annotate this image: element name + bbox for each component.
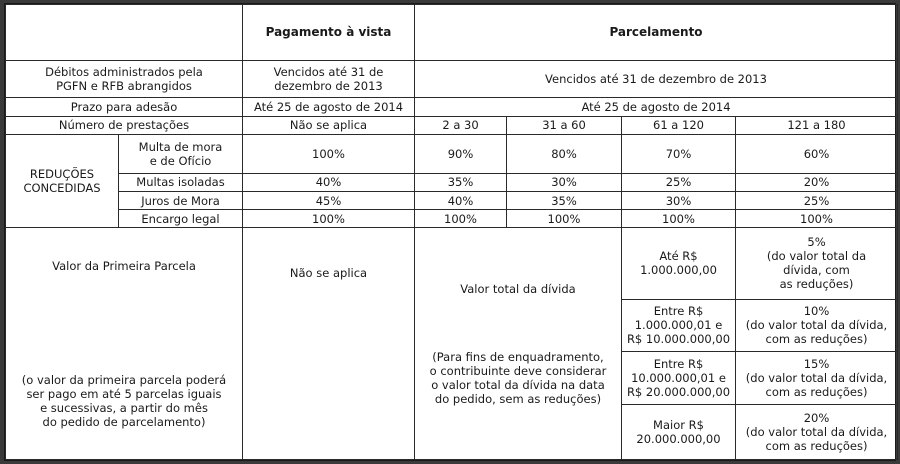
reducao-value: 25% bbox=[736, 191, 898, 209]
reducao-value: 25% bbox=[622, 173, 736, 191]
reducao-value: 35% bbox=[415, 173, 507, 191]
debitos-row bbox=[6, 60, 898, 98]
reducao-row bbox=[6, 210, 898, 228]
prestacoes-row bbox=[6, 116, 898, 134]
reducao-value: 30% bbox=[507, 173, 622, 191]
reducao-row bbox=[6, 173, 898, 191]
tier-range bbox=[622, 405, 736, 460]
tier-pct-line: 5% bbox=[807, 235, 826, 250]
debitos-label-line1: Débitos administrados pela bbox=[45, 65, 203, 80]
primeira-label bbox=[6, 228, 243, 460]
divida-note-line: o valor total da dívida na data bbox=[431, 377, 605, 392]
parcelamento-table bbox=[5, 4, 898, 460]
reducao-value: 80% bbox=[507, 135, 622, 174]
tier-pct bbox=[736, 352, 898, 405]
tier-pct-line: as reduções) bbox=[779, 277, 854, 292]
divida-title: Valor total da dívida bbox=[460, 281, 576, 296]
primeira-note-line: (o valor da primeira parcela poderá bbox=[21, 372, 227, 387]
table-frame bbox=[4, 3, 896, 461]
header-empty-cell bbox=[6, 5, 243, 61]
reducao-value: 40% bbox=[415, 191, 507, 209]
tier-range-line: 10.000.000,01 e bbox=[631, 371, 726, 386]
debitos-vista bbox=[243, 60, 415, 98]
header-row bbox=[6, 5, 898, 61]
tier-range bbox=[622, 299, 736, 352]
divida-note-line: o contribuinte deve considerar bbox=[429, 363, 607, 378]
tier-pct-line: 10% bbox=[803, 304, 830, 319]
primeira-note-line: do pedido de parcelamento) bbox=[42, 414, 206, 429]
reducoes-label-line1: REDUÇÕES bbox=[29, 167, 95, 182]
tier-range-line: 20.000.000,00 bbox=[636, 432, 721, 447]
reducao-value: 70% bbox=[622, 135, 736, 174]
tier-pct-line: com as reduções) bbox=[765, 385, 868, 400]
reducao-value: 100% bbox=[415, 210, 507, 228]
reducao-type: Juros de Mora bbox=[119, 191, 243, 209]
tier-range-line: Maior R$ bbox=[653, 418, 704, 433]
reducao-type bbox=[119, 135, 243, 174]
debitos-label-line2: PGFN e RFB abrangidos bbox=[56, 79, 192, 94]
reducao-vista: 100% bbox=[243, 135, 415, 174]
reducao-value: 90% bbox=[415, 135, 507, 174]
primeira-divida bbox=[415, 228, 622, 460]
primeira-note-line: e sucessivas, a partir do mês bbox=[40, 400, 208, 415]
prestacoes-range: 31 a 60 bbox=[507, 116, 622, 134]
tier-range-line: Entre R$ bbox=[653, 304, 704, 319]
prestacoes-range: 2 a 30 bbox=[415, 116, 507, 134]
tier-range-line: Entre R$ bbox=[653, 357, 704, 372]
tier-pct-line: 15% bbox=[803, 357, 830, 372]
prazo-vista: Até 25 de agosto de 2014 bbox=[243, 98, 415, 116]
tier-range-line: Até R$ bbox=[659, 249, 698, 264]
reducao-value: 100% bbox=[507, 210, 622, 228]
tier-pct-line: 20% bbox=[803, 411, 830, 426]
divida-note-line: do pedido, sem as reduções) bbox=[434, 391, 602, 406]
reducao-value: 100% bbox=[736, 210, 898, 228]
reducao-row bbox=[6, 135, 898, 174]
tier-range bbox=[622, 228, 736, 299]
reducao-type: Encargo legal bbox=[119, 210, 243, 228]
prazo-row bbox=[6, 98, 898, 116]
reducoes-label-line2: CONCEDIDAS bbox=[23, 181, 101, 196]
tier-pct-line: (do valor total da dívida, bbox=[745, 371, 888, 386]
tier-pct-line: (do valor total da bbox=[766, 249, 867, 264]
tier-pct-line: com as reduções) bbox=[765, 439, 868, 454]
tier-range-line: 1.000.000,01 e bbox=[634, 318, 723, 333]
prestacoes-range: 61 a 120 bbox=[622, 116, 736, 134]
debitos-vista-line1: Vencidos até 31 de bbox=[273, 65, 384, 80]
reducao-vista: 45% bbox=[243, 191, 415, 209]
primeira-vista: Não se aplica bbox=[243, 228, 415, 460]
tier-pct bbox=[736, 405, 898, 460]
tier-range-line: 1.000.000,00 bbox=[640, 263, 717, 278]
reducoes-label bbox=[6, 135, 119, 228]
tier-range bbox=[622, 352, 736, 405]
primeira-row bbox=[6, 228, 898, 299]
reducao-type-line2: e de Ofício bbox=[149, 153, 212, 168]
reducao-type: Multas isoladas bbox=[119, 173, 243, 191]
reducao-value: 100% bbox=[622, 210, 736, 228]
header-vista: Pagamento à vista bbox=[243, 5, 415, 61]
divida-note-line: (Para fins de enquadramento, bbox=[432, 349, 604, 364]
prazo-label: Prazo para adesão bbox=[6, 98, 243, 116]
tier-pct-line: com as reduções) bbox=[765, 332, 868, 347]
primeira-title: Valor da Primeira Parcela bbox=[52, 258, 196, 273]
reducao-vista: 100% bbox=[243, 210, 415, 228]
tier-range-line: R$ 20.000.000,00 bbox=[626, 385, 731, 400]
tier-pct-line: (do valor total da dívida, bbox=[745, 425, 888, 440]
tier-range-line: R$ 10.000.000,00 bbox=[626, 332, 731, 347]
reducao-value: 30% bbox=[622, 191, 736, 209]
reducao-value: 20% bbox=[736, 173, 898, 191]
reducao-value: 60% bbox=[736, 135, 898, 174]
tier-pct bbox=[736, 228, 898, 299]
debitos-vista-line2: dezembro de 2013 bbox=[274, 79, 383, 94]
prestacoes-label: Número de prestações bbox=[6, 116, 243, 134]
reducao-vista: 40% bbox=[243, 173, 415, 191]
debitos-label bbox=[6, 60, 243, 98]
tier-pct bbox=[736, 299, 898, 352]
prestacoes-vista: Não se aplica bbox=[243, 116, 415, 134]
reducao-type-line1: Multa de mora bbox=[138, 139, 223, 154]
primeira-note-line: ser pago em até 5 parcelas iguais bbox=[26, 386, 222, 401]
tier-pct-line: dívida, com bbox=[783, 263, 850, 278]
debitos-parcelamento: Vencidos até 31 de dezembro de 2013 bbox=[415, 60, 898, 98]
prestacoes-range: 121 a 180 bbox=[736, 116, 898, 134]
header-parcelamento: Parcelamento bbox=[415, 5, 898, 61]
tier-pct-line: (do valor total da dívida, bbox=[745, 318, 888, 333]
prazo-parcelamento: Até 25 de agosto de 2014 bbox=[415, 98, 898, 116]
reducao-row bbox=[6, 191, 898, 209]
reducao-value: 35% bbox=[507, 191, 622, 209]
